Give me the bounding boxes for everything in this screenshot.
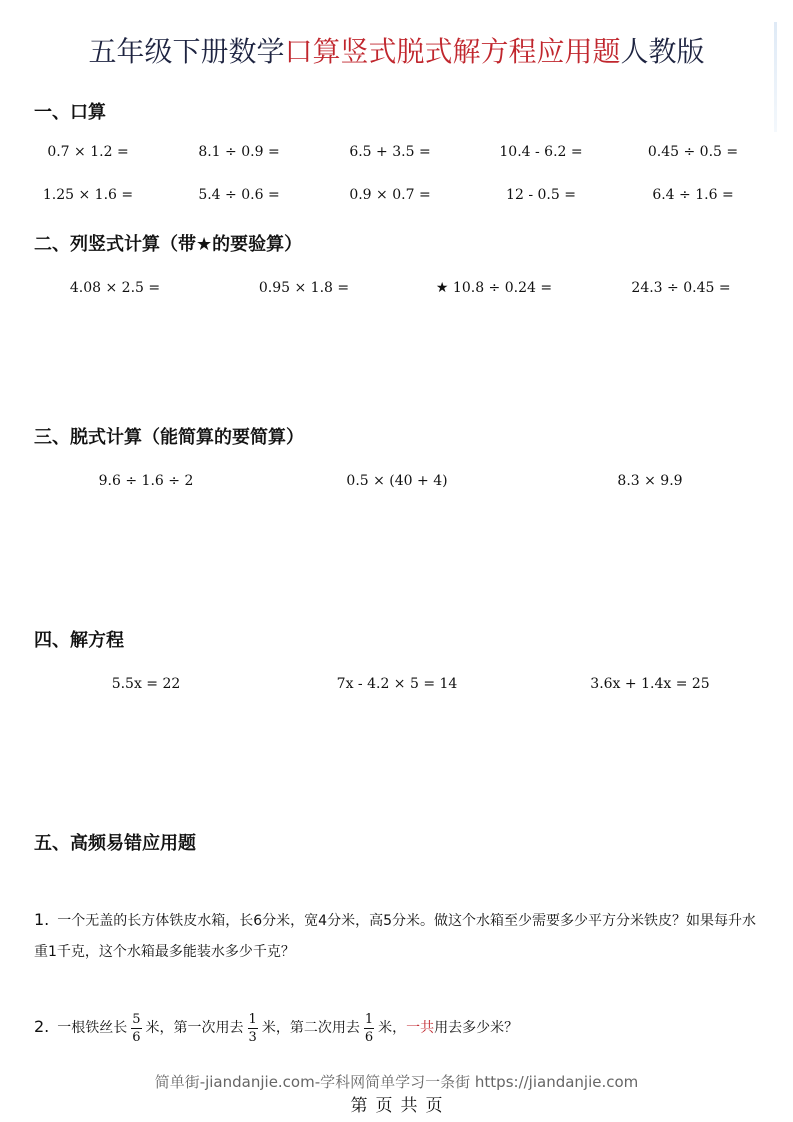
section-heading-word-problems: 五、高频易错应用题 [34,833,196,854]
word-problem-1 [34,904,760,968]
problem-text: 米，第一次用去 [145,1020,244,1036]
problem-text: 米，第二次用去 [261,1020,360,1036]
page-label: 第 [350,1096,368,1116]
page-label: 页 [425,1096,443,1116]
oral-expression: 5.4 ÷ 0.6 = [198,187,280,203]
problem-text: 一根铁丝长 [57,1020,128,1036]
oral-expression: 6.5 + 3.5 = [349,144,431,160]
equation: 3.6x + 1.4x = 25 [590,676,710,692]
page-title [0,30,793,70]
fraction-numerator: 1 [364,1011,374,1027]
problem-text: 用去多少米？ [434,1020,519,1036]
oral-expression: 8.1 ÷ 0.9 = [198,144,280,160]
page-label: 页 [375,1096,393,1116]
oral-expression: 12 - 0.5 = [506,187,576,203]
fraction-numerator: 5 [132,1011,141,1027]
section-heading-vertical: 二、列竖式计算（带★的要验算） [34,234,303,255]
highlighted-keyword: 一共 [406,1020,435,1036]
vertical-calc-expression: 4.08 × 2.5 = [69,280,161,296]
oral-expression: 0.9 × 0.7 = [349,187,431,203]
oral-expression: 6.4 ÷ 1.6 = [652,187,734,203]
stepwise-expression: 0.5 × (40 + 4) [346,473,448,489]
word-problem-2 [34,1011,760,1044]
oral-expression: 0.45 ÷ 0.5 = [647,144,739,160]
title-topics: 口算竖式脱式解方程应用题 [284,35,621,68]
stepwise-expression: 9.6 ÷ 1.6 ÷ 2 [98,473,194,489]
problem-text: 米， [378,1020,407,1036]
vertical-calc-expression: 24.3 ÷ 0.45 = [631,280,731,296]
vertical-calc-expression-starred: ★ 10.8 ÷ 0.24 = [435,280,553,296]
fraction [364,1013,374,1044]
problem-number: 2. [34,1017,50,1036]
fraction-numerator: 1 [248,1011,257,1027]
title-grade: 五年级下册数学 [88,35,285,68]
equation: 5.5x = 22 [111,676,181,692]
vertical-calc-expression: 0.95 × 1.8 = [258,280,350,296]
stepwise-expression: 8.3 × 9.9 [617,473,683,489]
section-heading-equations: 四、解方程 [34,630,124,651]
oral-expression: 10.4 - 6.2 = [499,144,583,160]
fraction-denominator: 3 [248,1029,257,1045]
section-heading-stepwise: 三、脱式计算（能简算的要简算） [34,427,304,448]
oral-expression: 1.25 × 1.6 = [42,187,134,203]
site-footer: 简单街-jiandanjie.com-学科网简单学习一条街 https://jiandanjie.com [154,1073,639,1091]
problem-number: 1. [34,910,50,929]
oral-expression: 0.7 × 1.2 = [47,144,129,160]
fraction-denominator: 6 [364,1029,374,1045]
fraction [131,1013,141,1044]
problem-text: 一个无盖的长方体铁皮水箱，长6分米，宽4分米，高5分米。做这个水箱至少需要多少平方分米铁皮？如果每升水重1千克，这个水箱最多能装水多少千克？ [34,913,756,960]
fraction [248,1013,258,1044]
page-label: 共 [400,1096,418,1116]
section-heading-oral: 一、口算 [34,102,106,123]
page-number-footer [0,1091,793,1116]
fraction-denominator: 6 [132,1029,141,1045]
title-edition: 人教版 [620,35,705,68]
equation: 7x - 4.2 × 5 = 14 [336,676,458,692]
